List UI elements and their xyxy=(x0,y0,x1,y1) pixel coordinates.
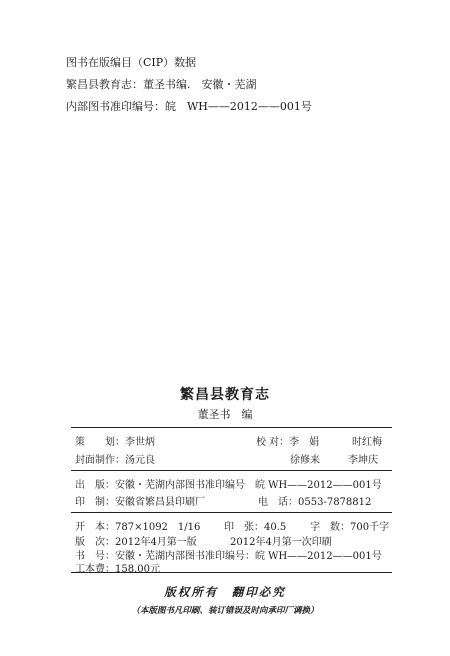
book-title: 繁昌县教育志 xyxy=(180,387,270,403)
printer-line: 印 制：安徽省繁昌县印刷厂 xyxy=(75,497,205,508)
cip-permit: 内部图书准印编号：皖 WH——2012——001号 xyxy=(66,100,312,113)
cip-heading: 图书在版编目（CIP）数据 xyxy=(66,56,197,69)
cost-line: 工本费：158.00元 xyxy=(75,564,160,575)
divider-bottom xyxy=(71,572,392,573)
printing-line: 2012年4月第一次印刷 xyxy=(230,537,332,548)
divider-top xyxy=(71,427,392,428)
credit-cover: 封面制作：汤元良 xyxy=(75,455,155,466)
rights-statement: 版权所有 翻印必究 xyxy=(164,585,286,599)
book-number-line: 书 号：安徽・芜湖内部图书准印编号：皖 WH——2012——001号 xyxy=(75,551,382,562)
sheets-line: 印 张：40.5 xyxy=(224,522,287,533)
divider-credits xyxy=(71,470,392,471)
credit-proofreading: 校 对：李 娟 xyxy=(256,437,320,448)
credit-proofreader-2: 时红梅 xyxy=(352,437,382,448)
credit-proofreader-3: 徐修来 xyxy=(290,455,320,466)
replacement-notice: （本版图书凡印刷、装订错误及时向承印厂调换） xyxy=(131,606,319,616)
phone-line: 电 话：0553-7878812 xyxy=(258,497,372,508)
cip-block xyxy=(66,52,312,118)
credit-proofreader-4: 李坤庆 xyxy=(348,455,378,466)
divider-publishing xyxy=(71,512,392,513)
publisher-line: 出 版：安徽・芜湖内部图书准印编号 皖 WH——2012——001号 xyxy=(75,480,382,491)
cip-entry: 繁昌县教育志：董圣书编. 安徽・芜湖 xyxy=(66,78,257,91)
edition-line: 版 次：2012年4月第一版 xyxy=(75,537,197,548)
words-line: 字 数：700千字 xyxy=(310,522,390,533)
book-editor: 董圣书 编 xyxy=(197,408,253,421)
format-line: 开 本：787×1092 1/16 xyxy=(75,522,201,533)
credit-planning: 策 划：李世炳 xyxy=(75,437,155,448)
